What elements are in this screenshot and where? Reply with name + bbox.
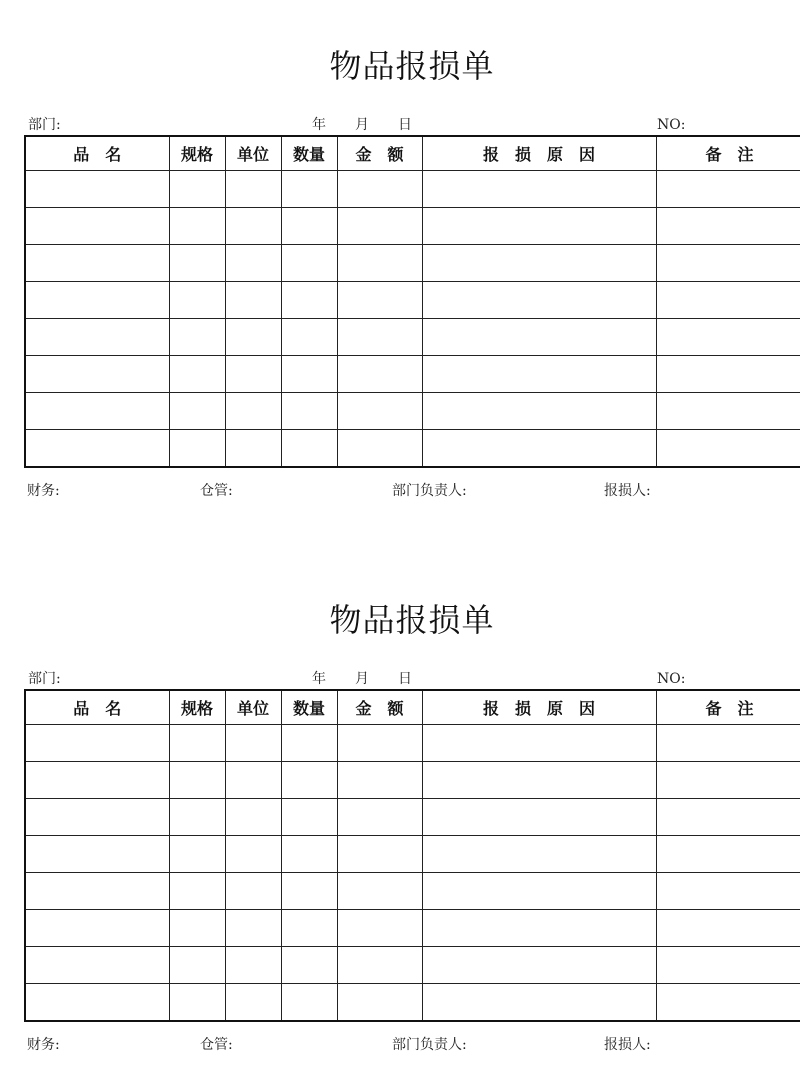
table-cell[interactable]: [337, 208, 422, 245]
items-table: [24, 135, 800, 468]
table-cell[interactable]: [169, 319, 225, 356]
table-cell[interactable]: [337, 282, 422, 319]
table-cell[interactable]: [225, 171, 281, 208]
reporter-signature-label: 报损人:: [604, 1037, 651, 1053]
table-cell[interactable]: [281, 171, 337, 208]
table-cell[interactable]: [225, 725, 281, 762]
table-row: [25, 947, 800, 984]
table-cell[interactable]: [422, 725, 656, 762]
col-amount: 金 额: [337, 690, 422, 725]
table-cell[interactable]: [225, 430, 281, 468]
table-cell[interactable]: [337, 430, 422, 468]
table-cell[interactable]: [25, 873, 169, 910]
month-label: 月: [355, 117, 369, 133]
table-cell[interactable]: [422, 873, 656, 910]
col-unit: 单位: [225, 690, 281, 725]
table-cell[interactable]: [169, 799, 225, 836]
col-item-name: 品 名: [25, 690, 169, 725]
table-cell[interactable]: [225, 245, 281, 282]
table-cell[interactable]: [337, 393, 422, 430]
table-row: [25, 836, 800, 873]
table-cell[interactable]: [422, 762, 656, 799]
table-cell[interactable]: [656, 836, 800, 873]
table-cell[interactable]: [281, 984, 337, 1022]
table-cell[interactable]: [337, 836, 422, 873]
col-spec: 规格: [169, 136, 225, 171]
table-cell[interactable]: [422, 245, 656, 282]
table-cell[interactable]: [337, 762, 422, 799]
table-cell[interactable]: [281, 836, 337, 873]
table-cell[interactable]: [337, 319, 422, 356]
table-cell[interactable]: [656, 910, 800, 947]
table-row: [25, 171, 800, 208]
table-cell[interactable]: [337, 356, 422, 393]
table-cell[interactable]: [169, 984, 225, 1022]
table-cell[interactable]: [281, 393, 337, 430]
table-cell[interactable]: [281, 910, 337, 947]
table-row: [25, 762, 800, 799]
table-row: [25, 430, 800, 468]
table-header-row: [25, 136, 800, 171]
table-cell[interactable]: [656, 319, 800, 356]
finance-signature-label: 财务:: [27, 483, 60, 499]
table-cell[interactable]: [225, 762, 281, 799]
table-cell[interactable]: [25, 430, 169, 468]
table-cell[interactable]: [25, 725, 169, 762]
col-item-name: 品 名: [25, 136, 169, 171]
table-cell[interactable]: [422, 430, 656, 468]
table-cell[interactable]: [25, 947, 169, 984]
table-cell[interactable]: [225, 356, 281, 393]
col-unit: 单位: [225, 136, 281, 171]
table-cell[interactable]: [225, 393, 281, 430]
day-label: 日: [398, 671, 412, 687]
table-cell[interactable]: [281, 947, 337, 984]
table-cell[interactable]: [25, 356, 169, 393]
table-cell[interactable]: [169, 947, 225, 984]
table-cell[interactable]: [422, 393, 656, 430]
table-cell[interactable]: [25, 836, 169, 873]
department-label: 部门:: [28, 117, 61, 133]
table-body: [25, 171, 800, 468]
table-cell[interactable]: [422, 208, 656, 245]
table-cell[interactable]: [656, 873, 800, 910]
department-label: 部门:: [28, 671, 61, 687]
table-cell[interactable]: [225, 947, 281, 984]
number-label: NO:: [657, 671, 686, 687]
table-cell[interactable]: [169, 171, 225, 208]
table-cell[interactable]: [422, 910, 656, 947]
table-cell[interactable]: [169, 836, 225, 873]
table-row: [25, 356, 800, 393]
table-cell[interactable]: [169, 245, 225, 282]
col-spec: 规格: [169, 690, 225, 725]
table-cell[interactable]: [169, 762, 225, 799]
table-cell[interactable]: [656, 208, 800, 245]
table-cell[interactable]: [25, 910, 169, 947]
table-cell[interactable]: [169, 282, 225, 319]
number-label: NO:: [657, 117, 686, 133]
table-row: [25, 725, 800, 762]
table-cell[interactable]: [225, 984, 281, 1022]
table-cell[interactable]: [25, 208, 169, 245]
table-cell[interactable]: [25, 245, 169, 282]
table-cell[interactable]: [656, 947, 800, 984]
reporter-signature-label: 报损人:: [604, 483, 651, 499]
table-cell[interactable]: [281, 799, 337, 836]
table-cell[interactable]: [25, 799, 169, 836]
table-cell[interactable]: [422, 836, 656, 873]
table-cell[interactable]: [281, 356, 337, 393]
table-cell[interactable]: [337, 873, 422, 910]
dept-head-signature-label: 部门负责人:: [392, 1037, 467, 1053]
table-cell[interactable]: [337, 171, 422, 208]
dept-head-signature-label: 部门负责人:: [392, 483, 467, 499]
table-row: [25, 799, 800, 836]
table-cell[interactable]: [281, 319, 337, 356]
table-cell[interactable]: [656, 245, 800, 282]
table-cell[interactable]: [25, 171, 169, 208]
table-cell[interactable]: [25, 319, 169, 356]
table-cell[interactable]: [281, 725, 337, 762]
table-row: [25, 319, 800, 356]
month-label: 月: [355, 671, 369, 687]
table-cell[interactable]: [656, 282, 800, 319]
table-cell[interactable]: [169, 725, 225, 762]
table-cell[interactable]: [337, 725, 422, 762]
table-cell[interactable]: [656, 171, 800, 208]
table-cell[interactable]: [422, 356, 656, 393]
year-label: 年: [312, 671, 326, 687]
table-row: [25, 245, 800, 282]
table-cell[interactable]: [225, 799, 281, 836]
table-cell[interactable]: [281, 873, 337, 910]
table-cell[interactable]: [422, 319, 656, 356]
table-cell[interactable]: [25, 762, 169, 799]
table-cell[interactable]: [225, 873, 281, 910]
table-body: [25, 725, 800, 1022]
table-cell[interactable]: [656, 393, 800, 430]
table-cell[interactable]: [225, 910, 281, 947]
table-cell[interactable]: [422, 984, 656, 1022]
table-cell[interactable]: [225, 319, 281, 356]
table-cell[interactable]: [656, 356, 800, 393]
form-title: 物品报损单: [329, 47, 495, 85]
finance-signature-label: 财务:: [27, 1037, 60, 1053]
table-cell[interactable]: [281, 208, 337, 245]
table-cell[interactable]: [169, 356, 225, 393]
table-cell[interactable]: [281, 245, 337, 282]
warehouse-signature-label: 仓管:: [200, 483, 233, 499]
table-cell[interactable]: [337, 910, 422, 947]
table-cell[interactable]: [25, 282, 169, 319]
table-row: [25, 984, 800, 1022]
table-cell[interactable]: [169, 910, 225, 947]
table-cell[interactable]: [656, 430, 800, 468]
col-remarks: 备 注: [656, 690, 800, 725]
table-cell[interactable]: [337, 947, 422, 984]
table-cell[interactable]: [169, 873, 225, 910]
items-table: [24, 689, 800, 1022]
table-row: [25, 910, 800, 947]
col-loss-reason: 报 损 原 因: [422, 690, 656, 725]
table-cell[interactable]: [337, 245, 422, 282]
table-header-row: [25, 690, 800, 725]
form-title: 物品报损单: [329, 601, 495, 639]
table-row: [25, 873, 800, 910]
col-loss-reason: 报 损 原 因: [422, 136, 656, 171]
table-cell[interactable]: [656, 762, 800, 799]
table-cell[interactable]: [656, 799, 800, 836]
table-cell[interactable]: [337, 799, 422, 836]
table-cell[interactable]: [422, 282, 656, 319]
table-cell[interactable]: [422, 171, 656, 208]
warehouse-signature-label: 仓管:: [200, 1037, 233, 1053]
col-quantity: 数量: [281, 690, 337, 725]
table-row: [25, 208, 800, 245]
table-cell[interactable]: [656, 725, 800, 762]
year-label: 年: [312, 117, 326, 133]
table-cell[interactable]: [169, 208, 225, 245]
table-row: [25, 282, 800, 319]
table-cell[interactable]: [169, 430, 225, 468]
table-cell[interactable]: [25, 393, 169, 430]
table-cell[interactable]: [25, 984, 169, 1022]
col-amount: 金 额: [337, 136, 422, 171]
col-quantity: 数量: [281, 136, 337, 171]
table-cell[interactable]: [422, 947, 656, 984]
table-cell[interactable]: [422, 799, 656, 836]
table-cell[interactable]: [281, 282, 337, 319]
table-cell[interactable]: [281, 762, 337, 799]
table-cell[interactable]: [337, 984, 422, 1022]
table-cell[interactable]: [225, 836, 281, 873]
table-cell[interactable]: [225, 208, 281, 245]
table-cell[interactable]: [169, 393, 225, 430]
table-cell[interactable]: [656, 984, 800, 1022]
table-cell[interactable]: [225, 282, 281, 319]
table-cell[interactable]: [281, 430, 337, 468]
day-label: 日: [398, 117, 412, 133]
table-row: [25, 393, 800, 430]
col-remarks: 备 注: [656, 136, 800, 171]
